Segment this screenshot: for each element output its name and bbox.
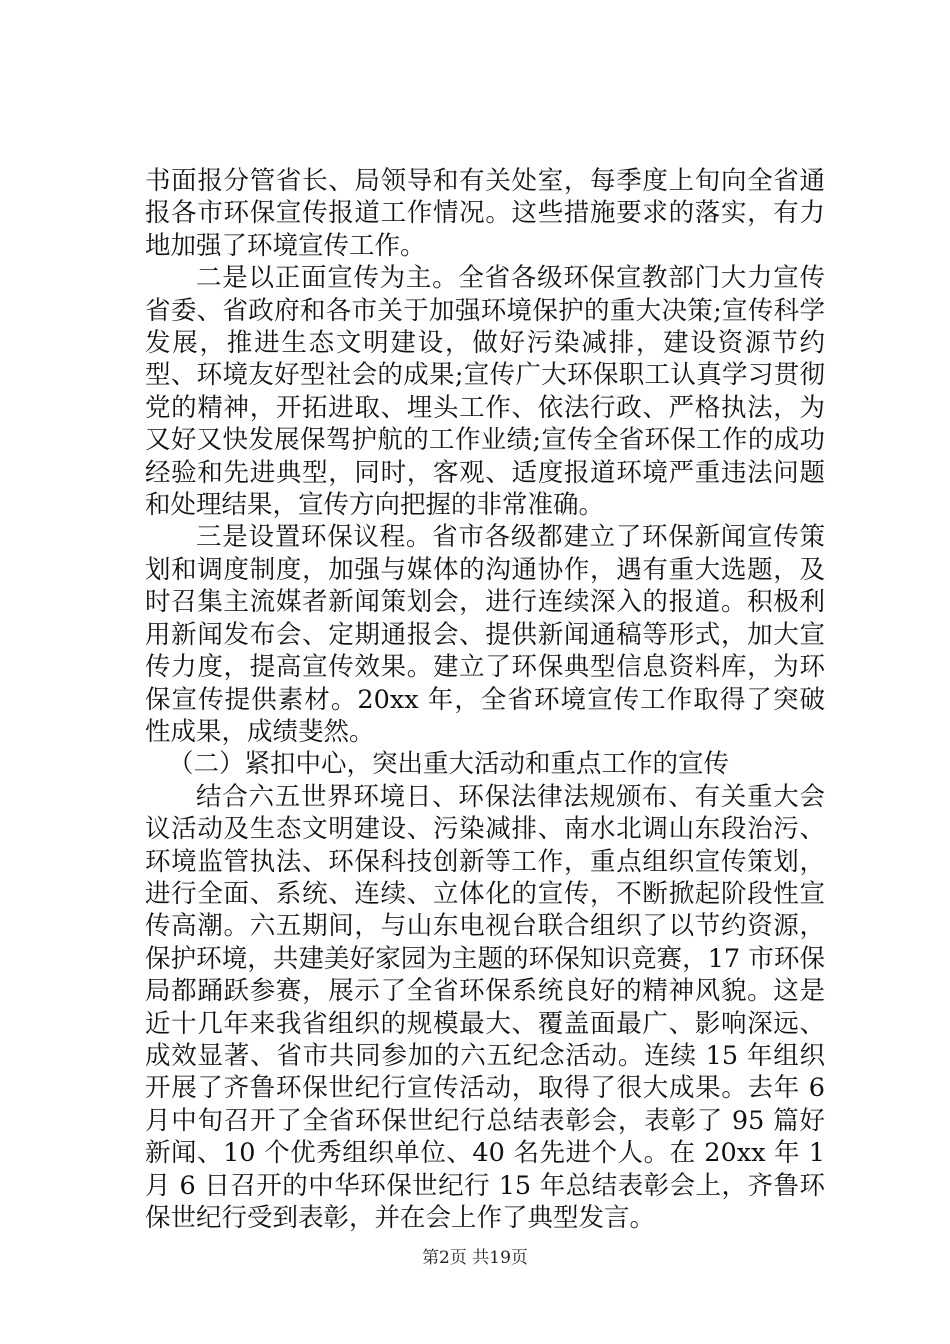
paragraph-positive-publicity: 二是以正面宣传为主。全省各级环保宣教部门大力宣传省委、省政府和各市关于加强环境保护的重大决策;宣传科学发展，推进生态文明建设，做好污染减排，建设资源节约型、环境友好型社会的成果;宣传广大环保职工认真学习贯彻党的精神，开拓进取、埋头工作、依法行政、严格执法，为又好又快发展保驾护航的工作业绩;宣传全省环保工作的成功经验和先进典型，同时，客观、适度报道环境严重违法问题和处理结果，宣传方向把握的非常准确。 bbox=[145, 263, 825, 521]
page-number-footer: 第2页 共19页 bbox=[422, 1248, 528, 1268]
paragraph-major-activities: 结合六五世界环境日、环保法律法规颁布、有关重大会议活动及生态文明建设、污染减排、南水北调山东段治污、环境监管执法、环保科技创新等工作，重点组织宣传策划，进行全面、系统、连续、立体化的宣传，不断掀起阶段性宣传高潮。六五期间，与山东电视台联合组织了以节约资源，保护环境，共建美好家园为主题的环保知识竞赛，17 市环保局都踊跃参赛，展示了全省环保系统良好的精神风貌。这是近十几年来我省组织的规模最大、覆盖面最广、影响深远、成效显著、省市共同参加的六五纪念活动。连续 15 年组织开展了齐鲁环保世纪行宣传活动，取得了很大成果。去年 6 月中旬召开了全省环保世纪行总结表彰会，表彰了 95 篇好新闻、10 个优秀组织单位、40 名先进个人。在 20xx 年 1 月 6 日召开的中华环保世纪行 15 年总结表彰会上，齐鲁环保世纪行受到表彰，并在会上作了典型发言。 bbox=[145, 781, 825, 1233]
section-heading: （二）紧扣中心，突出重大活动和重点工作的宣传 bbox=[167, 749, 729, 780]
document-body bbox=[145, 165, 825, 1234]
paragraph-continuation: 书面报分管省长、局领导和有关处室，每季度上旬向全省通报各市环保宣传报道工作情况。这些措施要求的落实，有力地加强了环境宣传工作。 bbox=[145, 166, 825, 261]
paragraph-agenda-setting: 三是设置环保议程。省市各级都建立了环保新闻宣传策划和调度制度，加强与媒体的沟通协作，遇有重大选题，及时召集主流媒者新闻策划会，进行连续深入的报道。积极利用新闻发布会、定期通报会、提供新闻通稿等形式，加大宣传力度，提高宣传效果。建立了环保典型信息资料库，为环保宣传提供素材。20xx 年，全省环境宣传工作取得了突破性成果，成绩斐然。 bbox=[145, 522, 825, 747]
